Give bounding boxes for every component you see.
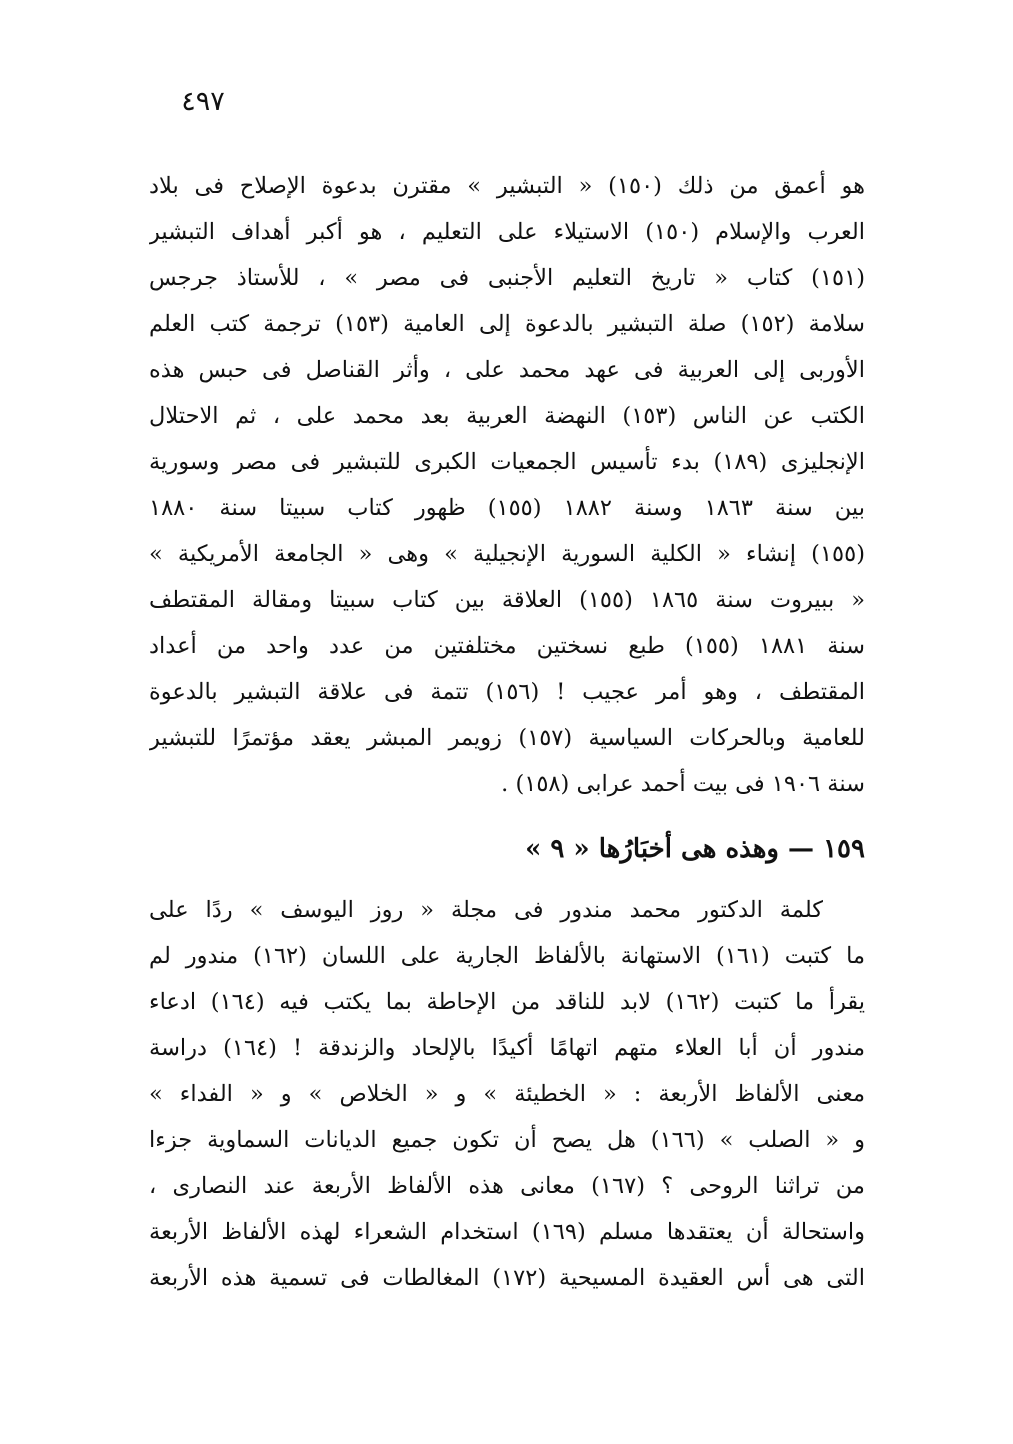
section-heading: ١٥٩ — وهذه هى أخبَارُها « ٩ » xyxy=(525,834,865,864)
text-line: يقرأ ما كتبت (١٦٢) لابد للناقد من الإحاطة بما يكتب فيه (١٦٤) ادعاء xyxy=(149,989,865,1015)
text-line: مندور أن أبا العلاء متهم اتهامًا أكيدًا بالإلحاد والزندقة ! (١٦٤) دراسة xyxy=(149,1035,865,1061)
text-line: العرب والإسلام (١٥٠) الاستيلاء على التعليم ، هو أكبر أهداف التبشير xyxy=(149,219,865,245)
paragraph-1 xyxy=(149,163,865,807)
text-line: الكتب عن الناس (١٥٣) النهضة العربية بعد محمد على ، ثم الاحتلال xyxy=(149,403,865,429)
text-line: (١٥١) كتاب « تاريخ التعليم الأجنبى فى مصر » ، للأستاذ جرجس xyxy=(149,265,865,291)
text-line: من تراثنا الروحى ؟ (١٦٧) معانى هذه الألفاظ الأربعة عند النصارى ، xyxy=(149,1173,865,1199)
text-line: (١٥٥) إنشاء « الكلية السورية الإنجيلية » وهى « الجامعة الأمريكية » xyxy=(149,541,865,567)
text-line: سنة ١٨٨١ (١٥٥) طبع نسختين مختلفتين من عدد واحد من أعداد xyxy=(149,633,865,659)
text-line: واستحالة أن يعتقدها مسلم (١٦٩) استخدام الشعراء لهذه الألفاظ الأربعة xyxy=(149,1219,865,1245)
text-line: و « الصلب » (١٦٦) هل يصح أن تكون جميع الديانات السماوية جزءا xyxy=(149,1127,865,1153)
text-line: « ببيروت سنة ١٨٦٥ (١٥٥) العلاقة بين كتاب سبيتا ومقالة المقتطف xyxy=(149,587,865,613)
text-line: سلامة (١٥٢) صلة التبشير بالدعوة إلى العامية (١٥٣) ترجمة كتب العلم xyxy=(149,311,865,337)
paragraph-2 xyxy=(149,887,865,1301)
text-line: هو أعمق من ذلك (١٥٠) « التبشير » مقترن بدعوة الإصلاح فى بلاد xyxy=(149,173,865,199)
text-line: المقتطف ، وهو أمر عجيب ! (١٥٦) تتمة فى علاقة التبشير بالدعوة xyxy=(149,679,865,705)
text-line: للعامية وبالحركات السياسية (١٥٧) زويمر المبشر يعقد مؤتمرًا للتبشير xyxy=(149,725,865,751)
text-line: بين سنة ١٨٦٣ وسنة ١٨٨٢ (١٥٥) ظهور كتاب سبيتا سنة ١٨٨٠ xyxy=(149,495,865,521)
text-line: الإنجليزى (١٨٩) بدء تأسيس الجمعيات الكبرى للتبشير فى مصر وسورية xyxy=(149,449,865,475)
text-line: التى هى أس العقيدة المسيحية (١٧٢) المغالطات فى تسمية هذه الأربعة xyxy=(149,1265,865,1291)
text-line: ما كتبت (١٦١) الاستهانة بالألفاظ الجارية على اللسان (١٦٢) مندور لم xyxy=(149,943,865,969)
page-number: ٤٩٧ xyxy=(181,86,225,117)
text-line: سنة ١٩٠٦ فى بيت أحمد عرابى (١٥٨) . xyxy=(501,771,865,797)
text-line: الأوربى إلى العربية فى عهد محمد على ، وأثر القناصل فى حبس هذه xyxy=(149,357,865,383)
text-line: كلمة الدكتور محمد مندور فى مجلة « روز اليوسف » ردًا على xyxy=(149,897,823,923)
text-line: معنى الألفاظ الأربعة : « الخطيئة » و « الخلاص » و « الفداء » xyxy=(149,1081,865,1107)
